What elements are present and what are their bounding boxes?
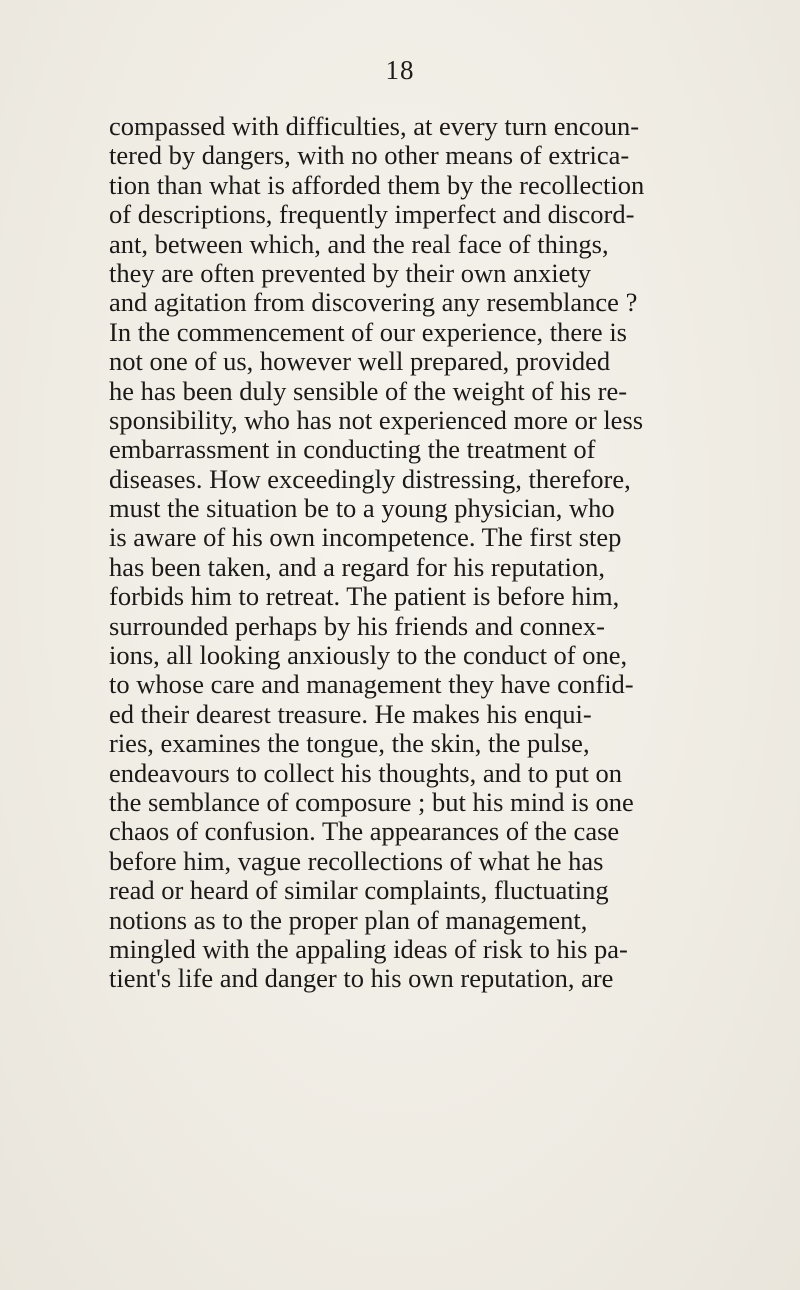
- text-line: he has been duly sensible of the weight of his re-: [109, 375, 628, 406]
- text-line: embarrassment in conducting the treatment of: [109, 434, 596, 465]
- text-line: the semblance of composure ; but his mind is one: [109, 786, 634, 817]
- body-text: [109, 112, 799, 994]
- text-line: ant, between which, and the real face of things,: [109, 228, 609, 259]
- text-line: surrounded perhaps by his friends and connex-: [109, 610, 606, 641]
- text-line: ed their dearest treasure. He makes his enqui-: [109, 698, 592, 729]
- page-number: 18: [385, 55, 415, 85]
- text-line: notions as to the proper plan of management,: [109, 904, 588, 935]
- text-line: not one of us, however well prepared, provided: [109, 346, 611, 377]
- text-line: tient's life and danger to his own reputation, are: [109, 963, 614, 994]
- text-line: In the commencement of our experience, there is: [109, 316, 627, 347]
- text-line: and agitation from discovering any resemblance ?: [109, 287, 638, 318]
- text-line: sponsibility, who has not experienced more or less: [109, 404, 644, 435]
- text-line: they are often prevented by their own anxiety: [109, 257, 591, 288]
- text-line: of descriptions, frequently imperfect and discord-: [109, 199, 635, 230]
- text-line: before him, vague recollections of what he has: [109, 845, 604, 876]
- text-line: endeavours to collect his thoughts, and to put on: [109, 757, 622, 788]
- text-line: to whose care and management they have confid-: [109, 669, 634, 700]
- text-line: ries, examines the tongue, the skin, the pulse,: [109, 728, 590, 759]
- text-line: forbids him to retreat. The patient is before him,: [109, 581, 620, 612]
- text-line: diseases. How exceedingly distressing, therefore,: [109, 463, 631, 494]
- text-line: has been taken, and a regard for his reputation,: [109, 551, 605, 582]
- text-line: tion than what is afforded them by the recollection: [109, 169, 645, 200]
- text-line: compassed with difficulties, at every turn encoun-: [109, 111, 640, 141]
- text-line: tered by dangers, with no other means of extrica-: [109, 140, 630, 171]
- text-line: ions, all looking anxiously to the conduct of one,: [109, 640, 628, 671]
- text-line: is aware of his own incompetence. The first step: [109, 522, 622, 553]
- text-line: must the situation be to a young physician, who: [109, 493, 615, 524]
- text-line: mingled with the appaling ideas of risk to his pa-: [109, 933, 628, 964]
- text-line: chaos of confusion. The appearances of the case: [109, 816, 620, 847]
- text-line: read or heard of similar complaints, fluctuating: [109, 875, 609, 906]
